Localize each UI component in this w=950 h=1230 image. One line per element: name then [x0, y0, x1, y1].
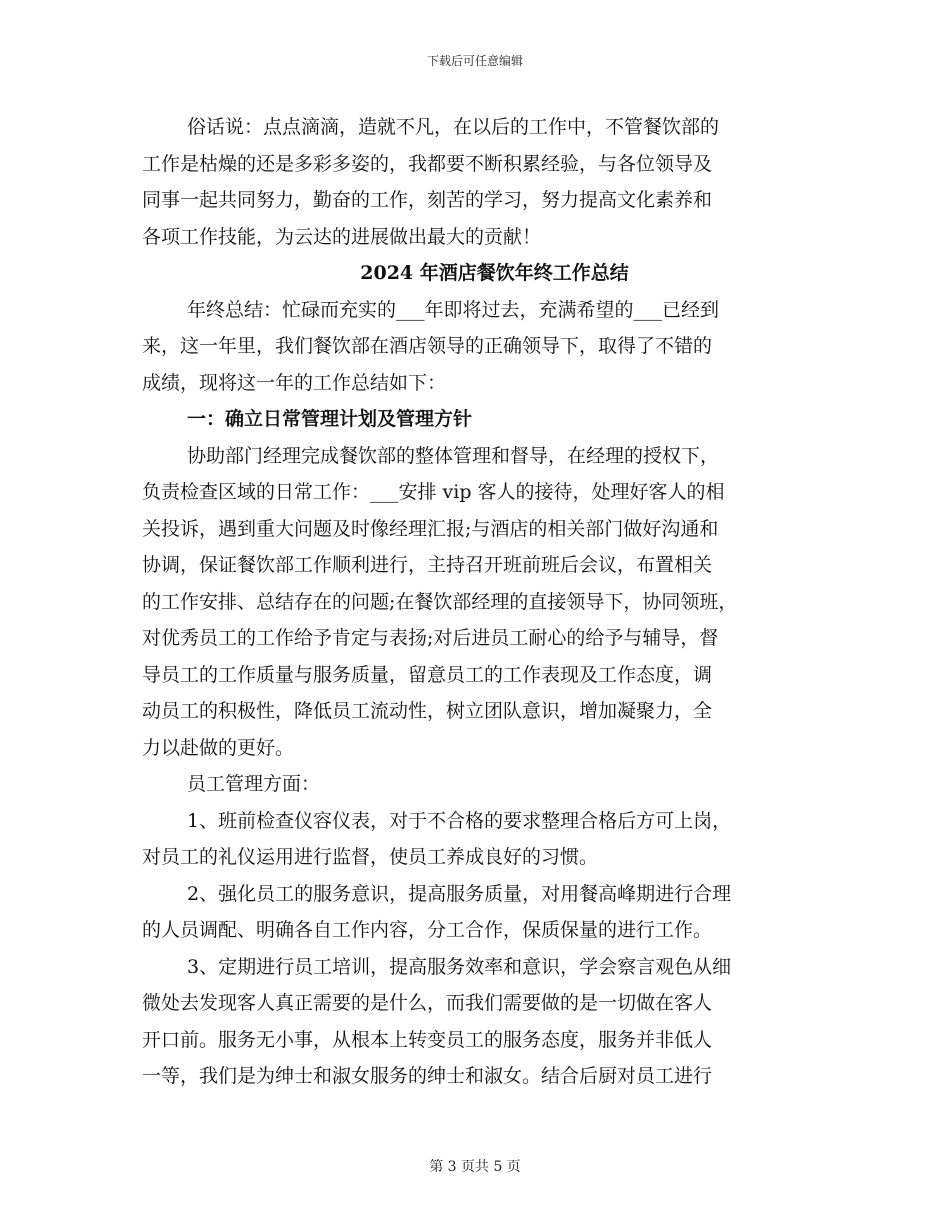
paragraph-line: 协调，保证餐饮部工作顺利进行，主持召开班前班后会议，布置相关 [142, 554, 713, 576]
paragraph-line: 协助部门经理完成餐饮部的整体管理和督导，在经理的授权下， [187, 444, 720, 467]
document-body [142, 109, 817, 1095]
paragraph-line: 成绩，现将这一年的工作总结如下： [142, 371, 447, 394]
paragraph-line: 负责检查区域的日常工作：___安排 vip 客人的接待，处理好客人的相 [142, 481, 725, 503]
paragraph-line: 俗话说：点点滴滴，造就不凡，在以后的工作中，不管餐饮部的 [187, 116, 720, 138]
list-item-line: 对员工的礼仪运用进行监督，使员工养成良好的习惯。 [142, 846, 599, 868]
list-item-line: 2、强化员工的服务意识，提高服务质量，对用餐高峰期进行合理 [187, 882, 732, 905]
paragraph-line: 的工作安排、总结存在的问题;在餐饮部经理的直接领导下，协同领班， [142, 590, 738, 613]
section-heading: 一：确立日常管理计划及管理方针 [187, 408, 473, 430]
paragraph-line: 工作是枯燥的还是多彩多姿的，我都要不断积累经验，与各位领导及 [142, 152, 713, 175]
paragraph-line: 年终总结：忙碌而充实的___年即将过去，充满希望的___已经到 [187, 298, 720, 321]
page-footer: 第 3 页共 5 页 [429, 1159, 521, 1175]
paragraph-line: 各项工作技能，为云达的进展做出最大的贡献！ [142, 225, 542, 248]
paragraph-line: 导员工的工作质量与服务质量，留意员工的工作表现及工作态度，调 [142, 663, 713, 686]
paragraph-line: 力以赴做的更好。 [142, 736, 295, 759]
paragraph-line: 对优秀员工的工作给予肯定与表扬;对后进员工耐心的给予与辅导，督 [142, 627, 719, 649]
subsection-label: 员工管理方面： [187, 773, 321, 795]
document-title: 2024 年酒店餐饮年终工作总结 [360, 262, 629, 284]
list-item-line: 1、班前检查仪容仪表，对于不合格的要求整理合格后方可上岗， [187, 809, 732, 832]
list-item-line: 开口前。服务无小事，从根本上转变员工的服务态度，服务并非低人 [142, 1028, 713, 1051]
list-item-line: 3、定期进行员工培训，提高服务效率和意识，学会察言观色从细 [187, 955, 732, 978]
list-item-line: 的人员调配、明确各自工作内容，分工合作，保质保量的进行工作。 [142, 919, 713, 941]
paragraph-line: 来，这一年里，我们餐饮部在酒店领导的正确领导下，取得了不错的 [142, 335, 713, 357]
paragraph-line: 关投诉，遇到重大问题及时像经理汇报;与酒店的相关部门做好沟通和 [142, 517, 719, 540]
list-item-line: 微处去发现客人真正需要的是什么，而我们需要做的是一切做在客人 [142, 992, 713, 1014]
page-header: 下载后可任意编辑 [426, 54, 523, 68]
paragraph-line: 同事一起共同努力，勤奋的工作，刻苦的学习，努力提高文化素养和 [142, 189, 713, 211]
paragraph-line: 动员工的积极性，降低员工流动性，树立团队意识，增加凝聚力，全 [142, 700, 713, 722]
list-item-line: 一等，我们是为绅士和淑女服务的绅士和淑女。结合后厨对员工进行 [142, 1065, 713, 1087]
